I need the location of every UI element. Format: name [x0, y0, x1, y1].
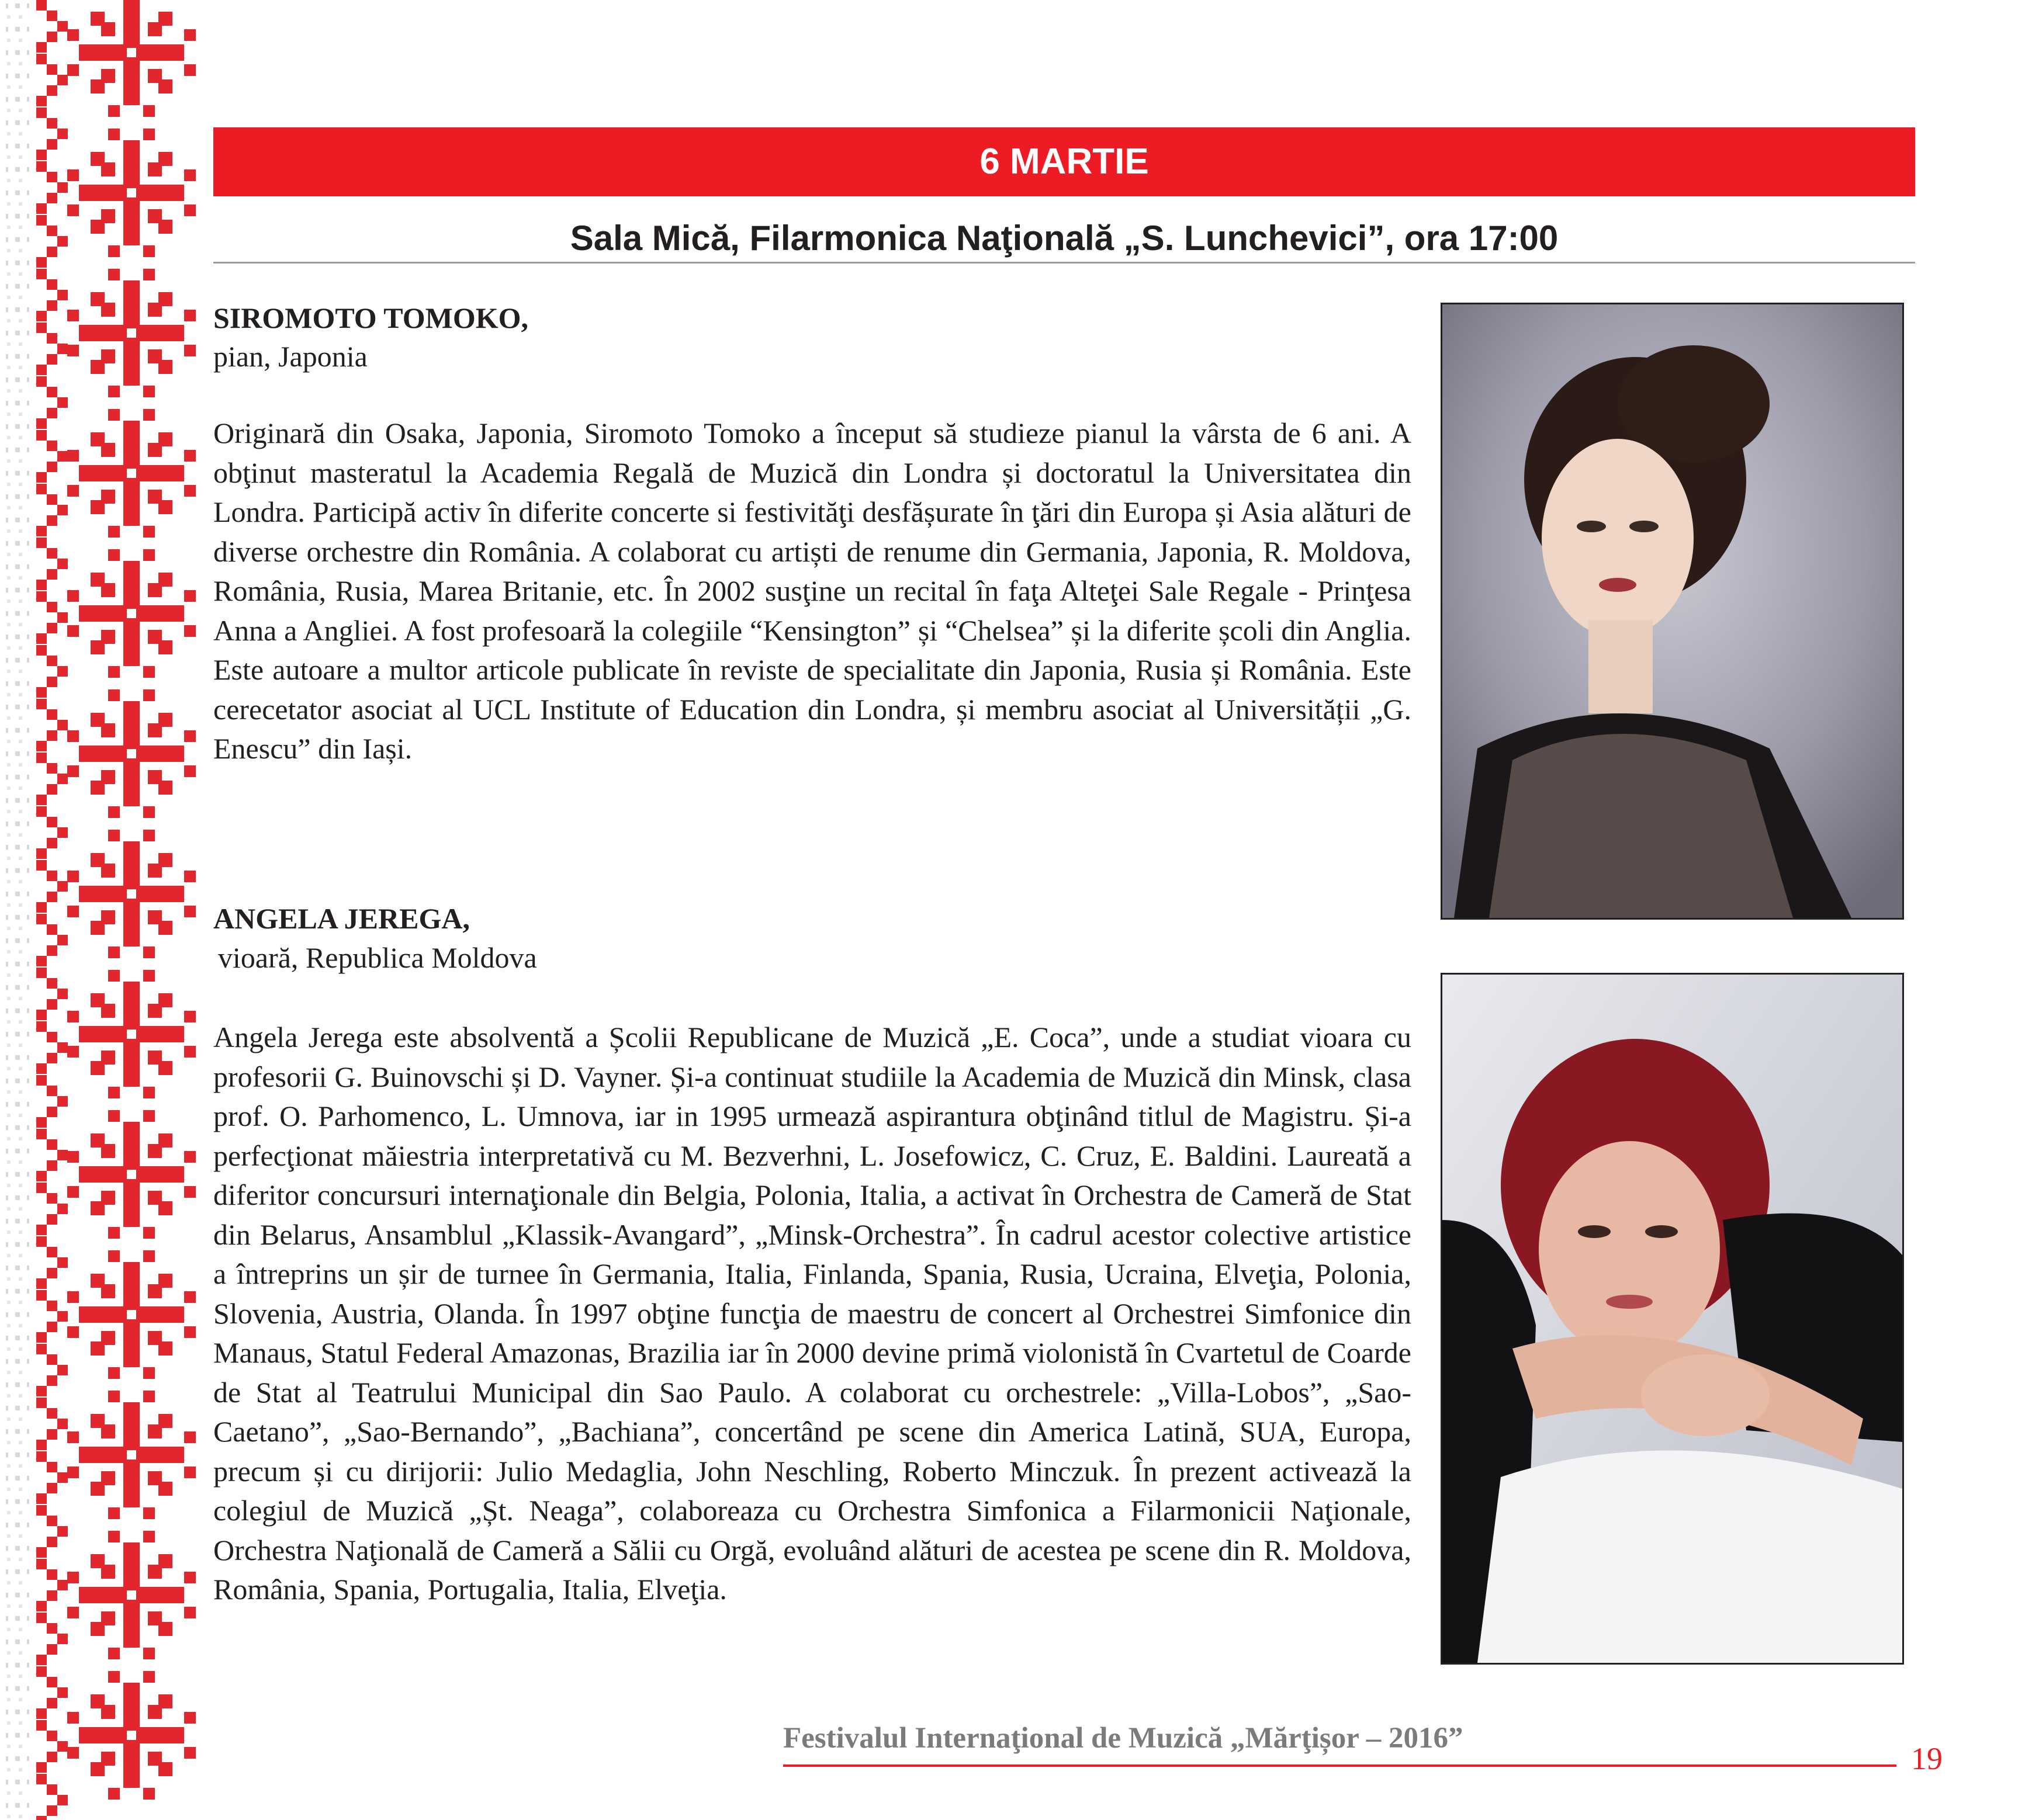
page-number: 19	[1911, 1741, 1943, 1776]
artist-bio-siromoto: Originară din Osaka, Japonia, Siromoto Tomoko a început să studieze pianul la vârsta de 6 ani. A obţinut masteratul la Academia Regală de Muzică din Londra și doctoratul la Universitatea din Londra. Participă activ în diferite concerte si festivităţi desfășurate în ţări din Europa și Asia alături de diverse orchestre din România. A colaborat cu artiști de renume din Germania, Japonia, R. Moldova, România, Rusia, Marea Britanie, etc. În 2002 susţine un recital în faţa Alteţei Sale Regale - Prinţesa Anna a Angliei. A fost profesoară la colegiile “Kensington” și “Chelsea” și la diferite școli din Anglia. Este autoare a multor articole publicate în reviste de specialitate din Japonia, Rusia și România. Este cerecetator asociat al UCL Institute of Education din Londra, și membru asociat al Universității „G. Enescu” din Iași.	[213, 417, 1411, 765]
artist-name-siromoto: SIROMOTO TOMOKO,	[213, 301, 528, 334]
photo-angela-jerega	[1441, 973, 1904, 1665]
footer-festival-title: Festivalul Internaţional de Muzică „Mărţișor – 2016”	[783, 1722, 1463, 1755]
embroidery-border-ornament	[0, 0, 199, 1820]
artist-role-siromoto: pian, Japonia	[213, 340, 368, 373]
artist-bio-jerega: Angela Jerega este absolventă a Școlii Republicane de Muzică „E. Coca”, unde a studiat vioara cu profesorii G. Buinovschi și D. Vayner. Și-a continuat studiile la Academia de Muzică din Minsk, clasa prof. O. Parhomenco, L. Umnova, iar in 1995 urmează aspirantura obţinând titlul de Magistru. Și-a perfecţionat măiestria interpretativă cu M. Bezverhni, L. Josefowicz, C. Cruz, E. Baldini. Laureată a diferitor concursuri internaţionale din Belgia, Polonia, Italia, a activat în Orchestra de Cameră de Stat din Belarus, Ansamblul „Klassik-Avangard”, „Minsk-Orchestra”. În cadrul acestor colective artistice a întreprins un șir de turnee în Germania, Italia, Finlanda, Spania, Rusia, Ucraina, Elveţia, Polonia, Slovenia, Austria, Olanda. În 1997 obţine funcţia de maestru de concert al Orchestrei Simfonice din Manaus, Statul Federal Amazonas, Brazilia iar în 2000 devine primă violonistă în Cvartetul de Coarde de Stat al Teatrului Municipal din Sao Paulo. A colaborat cu orchestrele: „Villa-Lobos”, „Sao-Caetano”, „Sao-Bernando”, „Bachiana”, concertând pe scene din America Latină, SUA, Europa, precum și cu dirijorii: Julio Medaglia, John Neschling, Roberto Minczuk. În prezent activează la colegiul de Muzică „Șt. Neaga”, colaboreaza cu Orchestra Simfonica a Filarmonicii Naţionale, Orchestra Naţională de Cameră a Sălii cu Orgă, evoluând alături de acestea pe scene din R. Moldova, România, Spania, Portugalia, Italia, Elveţia.	[213, 1021, 1411, 1606]
footer-divider	[783, 1764, 1896, 1767]
artist-role-jerega: vioară, Republica Moldova	[218, 941, 537, 974]
date-banner: 6 MARTIE	[213, 127, 1915, 196]
venue-heading: Sala Mică, Filarmonica Naţională „S. Lunchevici”, ora 17:00	[213, 215, 1915, 264]
photo-siromoto-tomoko	[1441, 303, 1904, 920]
artist-name-jerega: ANGELA JEREGA,	[213, 902, 470, 935]
